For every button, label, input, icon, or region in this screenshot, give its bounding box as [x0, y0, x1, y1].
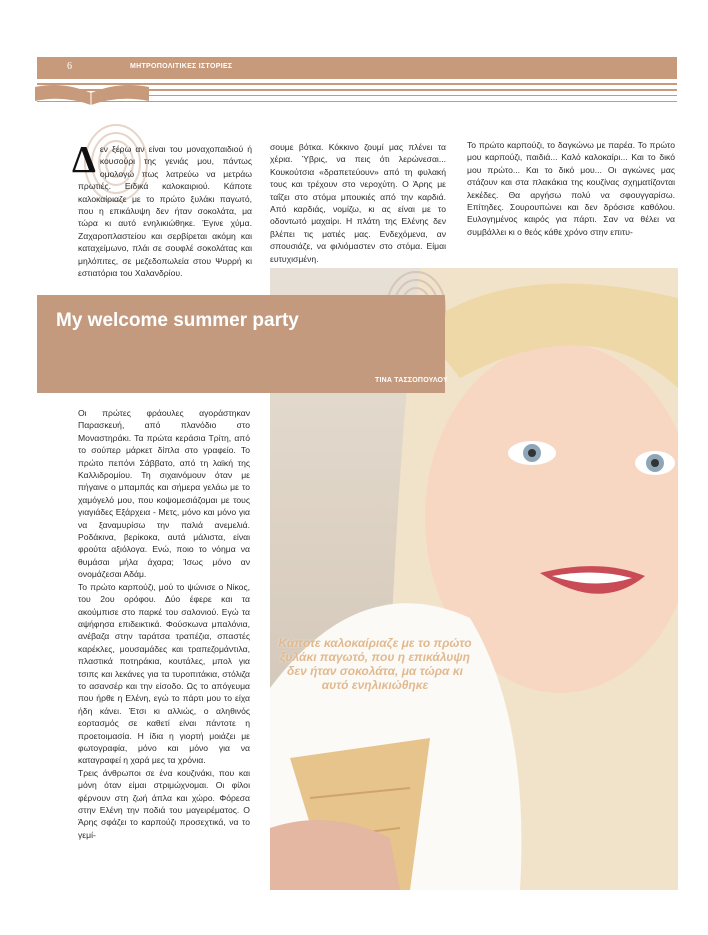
- page-number: 6: [67, 61, 72, 72]
- pull-quote: Κάποτε καλοκαίριαζε με το πρώτο ξυλάκι παγωτό, που η επικάλυψη δεν ήταν σοκολάτα, μα τώρα κι αυτό ενηλικιώθηκε: [278, 636, 472, 692]
- section-title: ΜΗΤΡΟΠΟΛΙΤΙΚΕΣ ΙΣΤΟΡΙΕΣ: [130, 63, 233, 70]
- drop-cap: Δ: [72, 139, 96, 181]
- article-column-1: [72, 139, 252, 279]
- article-column-3: Το πρώτο καρπούζι, το δαγκώνω με παρέα. Το πρώτο μου καρπούζι, παιδιά... Καλό καλοκαίρι... Και το δικό μου πρώτο... Και το δικό μου... Οι αγκώνες μας στάζουν και στα πλακάκια της κουζίνας σχηματίζονται λεκέδες. Θα αργήσω πολύ να σφουγγαρίσω. Επίτηδες. Σουρουπώνει και δεν δρόσισε καθόλου. Ευλογημένος καιρός για πάρτι. Σαν να θέλει να συμβάλλει κι ο θεός κάθε χρόνο στην επιτυ-: [467, 140, 675, 237]
- paragraph: Τρεις άνθρωποι σε ένα κουζινάκι, που και μόνη όταν είμαι στριμώχνομαι. Οι φίλοι φέρνουν στη ζωή άπλα και χώρο. Φόρεσα στην Ελένη την ποδιά του μαγειρέματος. Ο Άρης σφάζει το καρπούζι προσεχτικά, να το γεμί-: [78, 767, 250, 840]
- decorative-lines: [37, 79, 677, 109]
- book-icon: [33, 79, 153, 105]
- article-title: My welcome summer party: [56, 310, 299, 331]
- column-1-text: εν ξέρω αν είναι του μοναχοπαιδιού ή κουσούρι της γενιάς μου, πάντως ομολογώ πως λατρεύω να μετράω πρωτιές. Ειδικά καλοκαιριού. Κάποτε καλοκαίριαζε με το πρώτο ξυλάκι παγωτό, που η επικάλυψη δεν ήταν σοκολάτα, μα τώρα κι αυτό ενηλικιώθηκε. Έγινε χύμα. Ζαχαροπλαστείου και σερβίρεται ακόμη και καταχείμωνο, πλάι σε σουφλέ σοκολάτας και μηλόπιτες, σε μεζεδοπωλεία στου Ψυρρή κι εστιατόρια του Χαλανδρίου.: [78, 144, 252, 279]
- article-column-4: [78, 407, 250, 841]
- article-column-2: σουμε βότκα. Κόκκινο ζουμί μας πλένει τα χέρια. Ύβρις, να πεις ότι λερώνεσαι... Κουκούτσια «δραπετεύουν» από τη φυλακή τους και τρέχουν στο νεροχύτη. Ο Άρης με ταΐζει στο στόμα μπουκιές από την καρδιά. Από καρδιάς, νομίζω, κι ας είναι με το οδοντωτό μαχαίρι. Η πλάτη της Ελένης δεν βλέπει τις ματιές μας. Ενδεχόμενα, αν σπουσιάζε, να φιλιόμαστεν στο στόμα. Είμαι ευτυχισμένη.: [270, 142, 446, 264]
- author-name: ΤΙΝΑ ΤΑΣΣΟΠΟΥΛΟΥ: [375, 377, 448, 384]
- paragraph: Οι πρώτες φράουλες αγοράστηκαν Παρασκευή, από πλανόδιο στο Μοναστηράκι. Τα πρώτα κεράσια Τρίτη, από το σούπερ μάρκετ δίπλα στο γραφείο. Το πρώτο πεπόνι Σάββατο, από τη λαϊκή της Καλλιδρομίου. Τη σιχαινόμουν όταν με πήγαινε ο μπαμπάς και σήμερα γελάω με το χαμόγελό μου, που κοψομεσιάζομαι με τους γιαγιάδες Εξάρχεια - Μετς, μόνο και μόνο για να ξαναμυρίσω την παλιά ανεμελιά. Ροδάκινα, βερίκοκα, αυτά μάλιστα, είναι φρούτα αξιόλογα. Ενώ, ποιο το νόημα να θυμάσαι μήλα άχαρα; Ίσως μόνο αν ονομάζεσαι Αδάμ.: [78, 408, 250, 580]
- paragraph: Το πρώτο καρπούζι, μού το ψώνισε ο Νίκος, του 2ου ορόφου. Δύο έφερε και τα ακούμπισε στο παρκέ του σαλονιού. Εγώ τα αψήφησα επιδεικτικά. Φούσκωνα μπαλόνια, ανέβαζα στην ταράτσα τραπέζια, σπαστές καρέκλες, μουσαμάδες και τραπεζομάντιλα, πλαστικά ποτηράκια, κουτάλες, μπολ για τσιπς και λεκάνες για τα τυροπιτάκια, στόλιζα το ασανσέρ και την είσοδο. Ως το απόγευμα που ήρθε η Ελένη, εγώ το πάρτι μου το είχα ήδη κάνει. Έτσι κι αλλιώς, ο αληθινός εορτασμός σε καθετί είναι πάντοτε η προετοιμασία. Η ίδια η γιορτή μοιάζει με φωτογραφία, μόνο και μόνο για να καταγραφεί η χαρά μες τα χρόνια.: [78, 581, 250, 766]
